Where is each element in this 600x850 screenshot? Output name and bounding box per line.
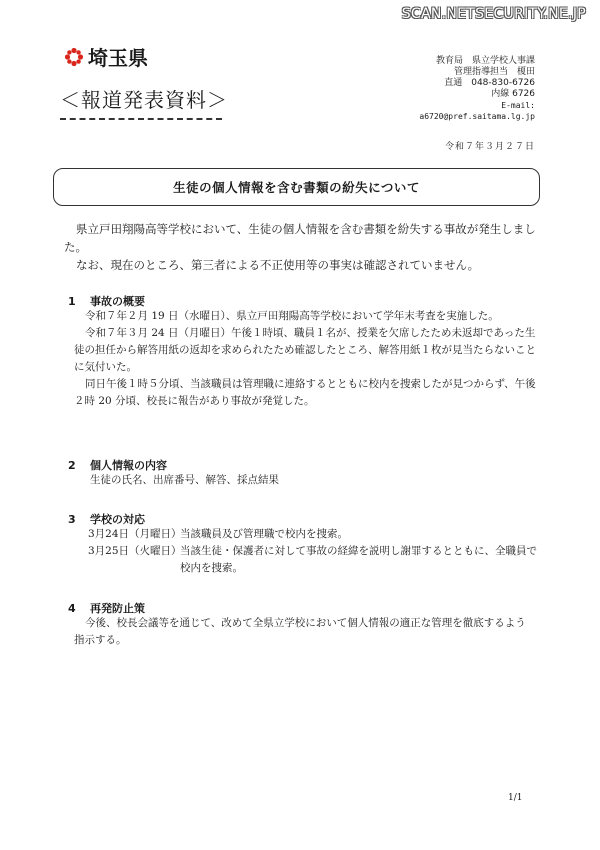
paragraph: 令和７年２月 19 日（水曜日）、県立戸田翔陽高等学校において学年末考査を実施した。	[85, 310, 499, 322]
response-text: 当該職員及び管理職で校内を捜索。	[180, 528, 348, 540]
paragraph: 今後、校長会議等を通じて、改めて全県立学校において個人情報の適正な管理を徹底するよう指示する。	[74, 617, 526, 646]
prefecture-logo	[64, 42, 148, 71]
contact-block	[392, 56, 535, 122]
section-heading-school-response	[68, 511, 145, 527]
section-heading-personal-info	[68, 457, 167, 473]
intro-text	[64, 220, 544, 274]
response-row	[88, 543, 538, 577]
contact-email: E-mail: a6720@pref.saitama.lg.jp	[419, 101, 535, 121]
section-number: 2	[68, 459, 76, 472]
response-row	[88, 526, 538, 543]
paragraph: 生徒の氏名、出席番号、解答、採点結果	[90, 474, 279, 486]
contact-direct: 直通 048-830-6726	[444, 78, 535, 88]
response-text: 当該生徒・保護者に対して事故の経緯を説明し謝罪するとともに、全職員で校内を捜索。	[180, 545, 537, 574]
dashed-divider	[60, 118, 222, 120]
press-release-label: ＜報道発表資料＞	[60, 88, 228, 112]
section-heading-text: 学校の対応	[90, 513, 145, 526]
document-title-text: 生徒の個人情報を含む書類の紛失について	[173, 180, 420, 195]
section-heading-text: 個人情報の内容	[90, 459, 167, 472]
saitama-emblem-icon	[64, 47, 84, 67]
response-date: 3月25日（火曜日）	[88, 545, 182, 557]
paragraph: 令和７年３月 24 日（月曜日）午後１時頃、職員１名が、授業を欠席したため未返却であった生徒の担任から解答用紙の返却を求められたため確認したところ、解答用紙１枚が見当たらないことに気付いた。	[74, 327, 536, 373]
intro-paragraph: 県立戸田翔陽高等学校において、生徒の個人情報を含む書類を紛失する事故が発生しました。	[64, 222, 536, 254]
paragraph: 同日午後１時５分頃、当該職員は管理職に連絡するとともに校内を捜索したが見つからず、午後２時 20 分頃、校長に報告があり事故が発覚した。	[74, 378, 536, 407]
section-body-prevention	[74, 615, 534, 649]
contact-dept: 教育局 県立学校人事課	[435, 56, 535, 66]
section-body-personal-info	[90, 472, 530, 489]
section-number: 3	[68, 513, 76, 526]
contact-extension: 内線 6726	[491, 89, 535, 99]
section-body-school-response	[88, 526, 538, 577]
release-date: 令和７年３月２７日	[444, 142, 535, 152]
watermark: SCAN.NETSECURITY.NE.JP	[401, 6, 586, 22]
response-date: 3月24日（月曜日）	[88, 528, 182, 540]
contact-person: 管理指導担当 榎田	[453, 67, 535, 77]
section-heading-text: 再発防止策	[90, 602, 145, 615]
section-heading-prevention	[68, 600, 145, 616]
prefecture-name: 埼玉県	[88, 46, 148, 70]
document-title	[53, 168, 540, 206]
section-heading-overview	[68, 293, 145, 309]
intro-paragraph: なお、現在のところ、第三者による不正使用等の事実は確認されていません。	[76, 258, 480, 272]
section-heading-text: 事故の概要	[90, 295, 145, 308]
page-number: 1/1	[508, 793, 523, 803]
section-number: 1	[68, 295, 76, 308]
section-number: 4	[68, 602, 76, 615]
section-body-overview	[74, 308, 538, 410]
